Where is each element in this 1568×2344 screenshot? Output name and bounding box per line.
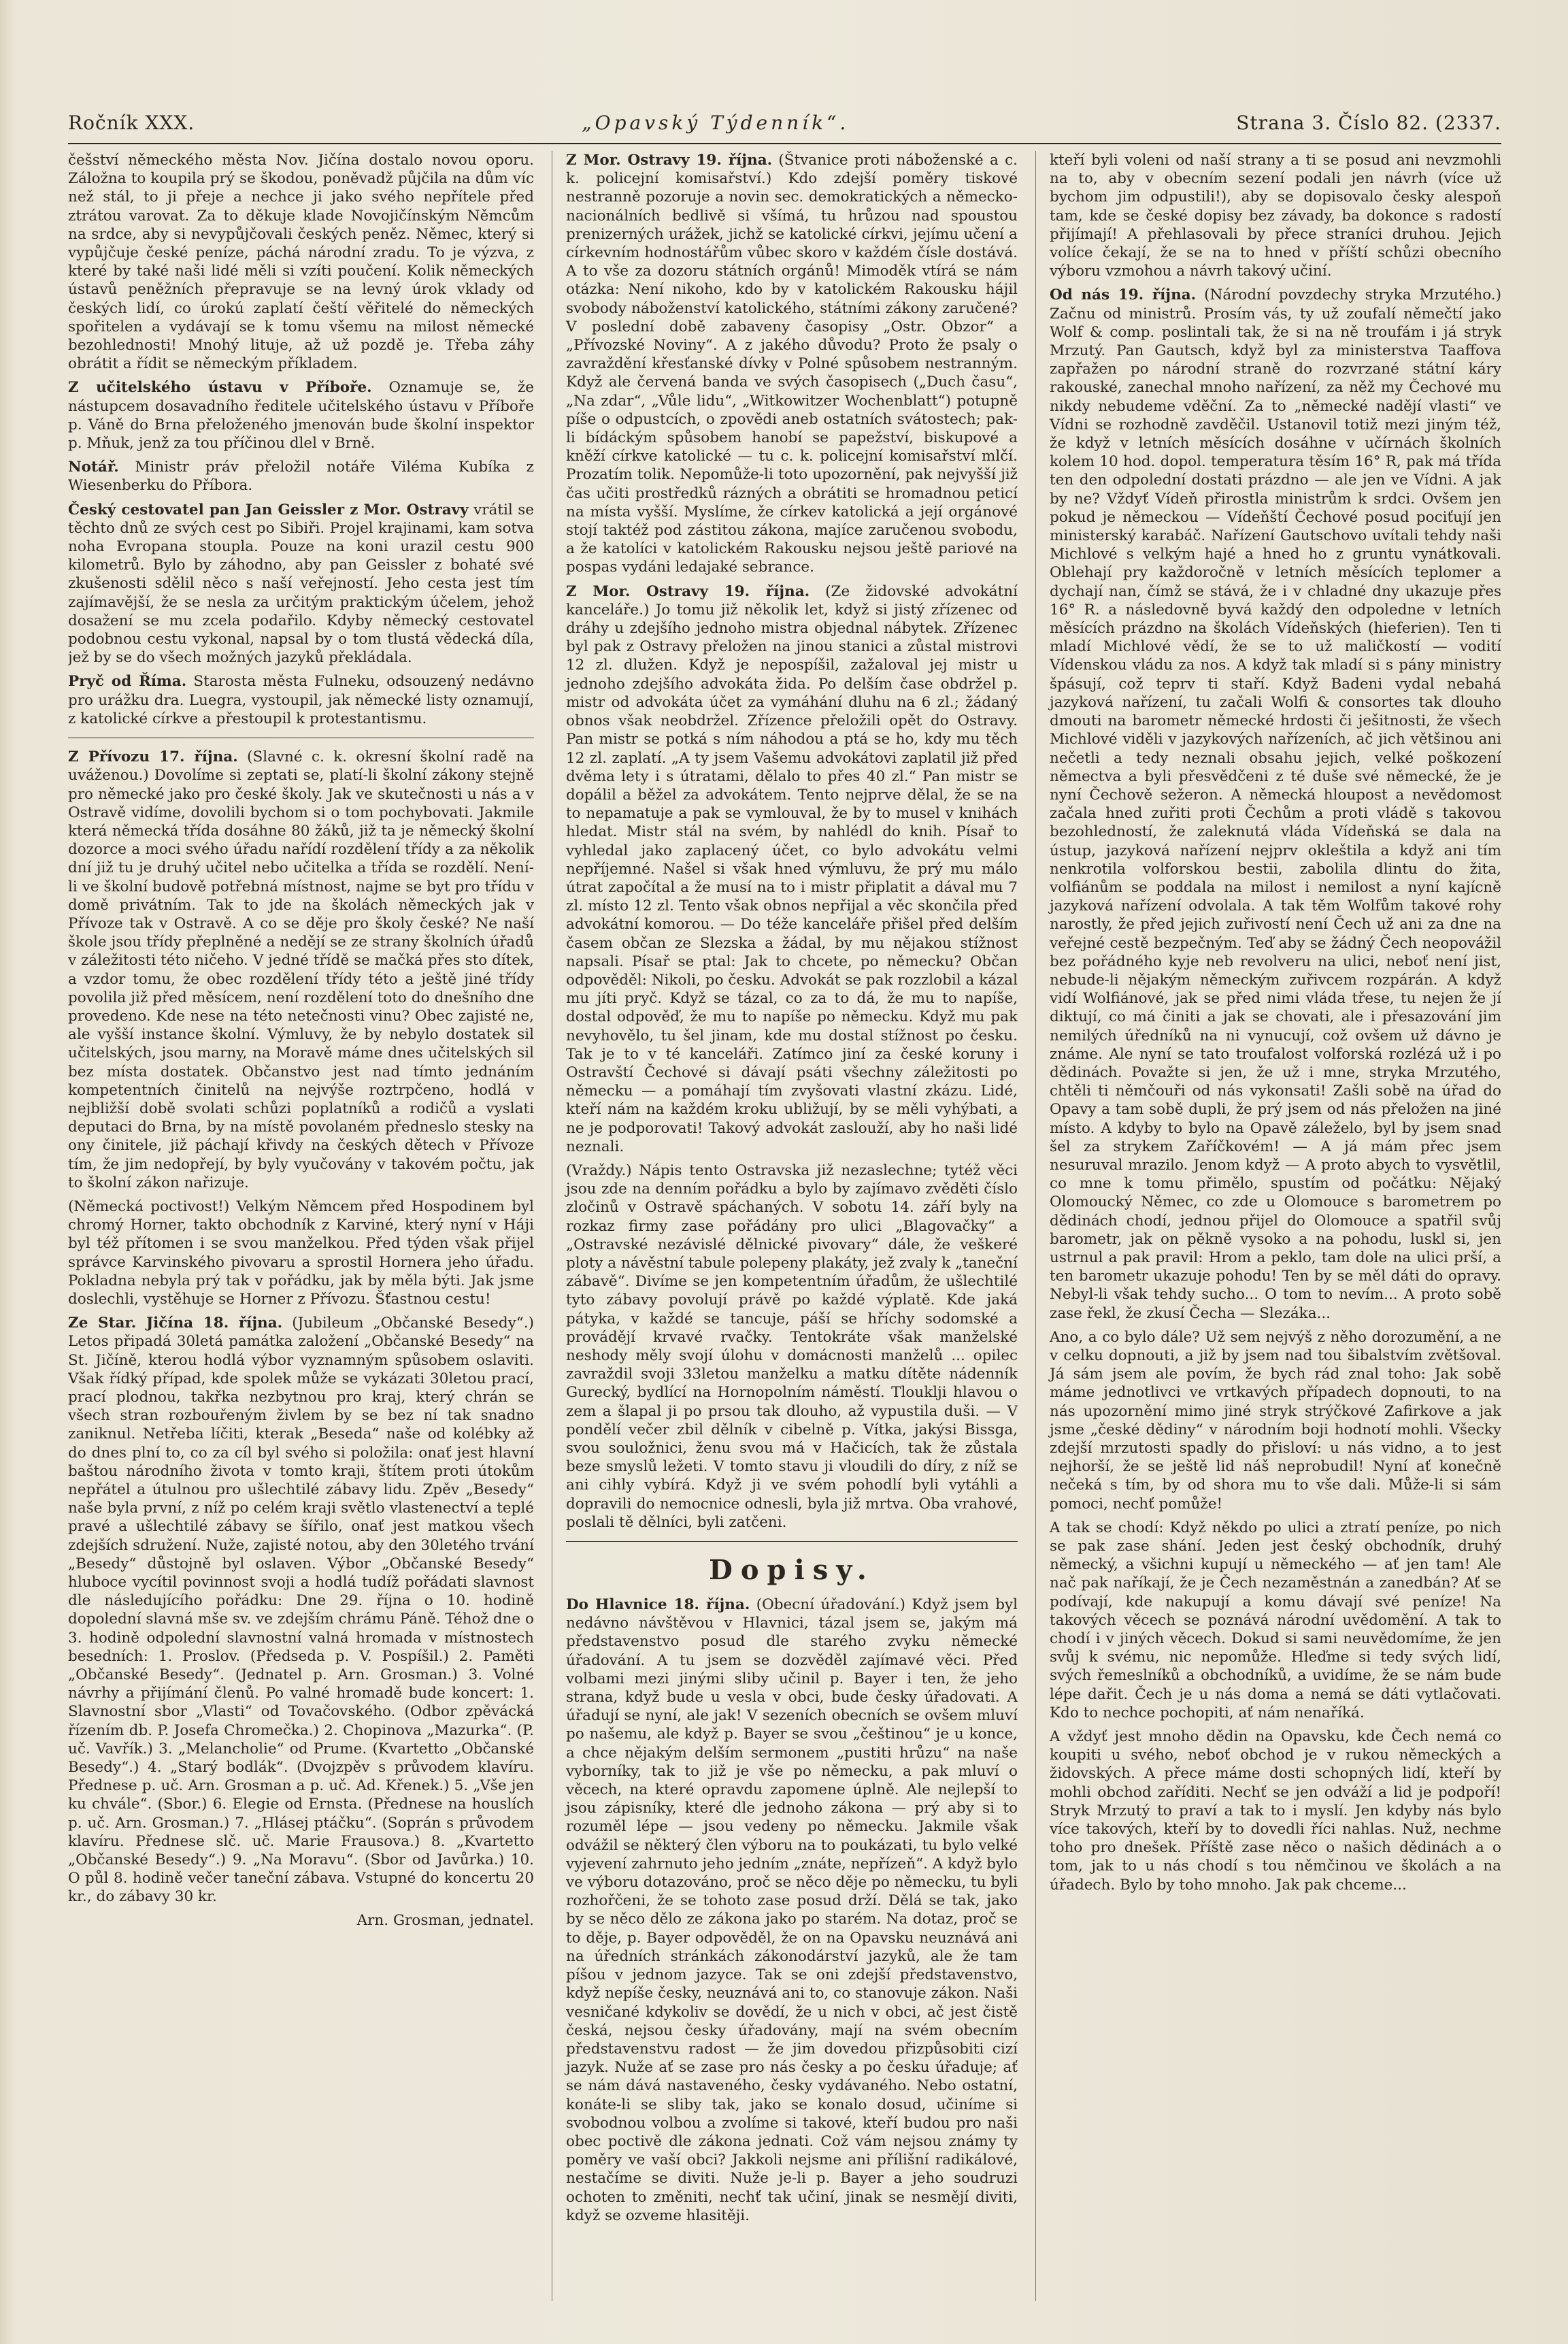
article-body: A tak se chodí: Když někdo po ulici a ztratí peníze, po nich se pak zase shání. Jeden jest český obchodník, druhý německý, a všichni kupují u německého — ať jen tam! Ale nač pak naříkají, že je Čech nezaměstnán a zanedbán? Ať se podívají, kde nakupují a komu dávají své peníze! Na takových věcech se poznává národní uvědomění. A tak to chodí i v jiných věcech. Dokud si sami neuvědomíme, že jen svůj k svému, nic nepomůže. Hleďme si tedy svých lidí, svých řemeslníků a obchodníků, a uvidíme, že se nám bude lépe dařit. Čech je u nás doma a nemá se dáti vytlačovati. Kdo to nechce pochopiti, ať nám nenaříká. — [1050, 1519, 1501, 1721]
article-paragraph — [68, 151, 534, 373]
volume-label: Ročník XXX. — [68, 111, 195, 134]
article-headline: Z Přívozu 17. října. — [68, 748, 238, 766]
article-headline: Od nás 19. října. — [1050, 286, 1197, 304]
column-2 — [552, 151, 1018, 2301]
article-body: (Vraždy.) Nápis tento Ostravska již nezaslechne; tytéž věci jsou zde na denním pořádku a bylo by zajímavo zvěděti číslo zločinů v Ostravě spáchaných. V sobotu 14. září byly na rozkaz firmy zase pořádány pro ulici „Blagovačky“ a „Ostravské nezávislé dělnické pivovary“ dále, že veškeré ploty a návěstní tabule polepeny plakáty, jež zvaly k „taneční zábavě“. Divíme se jen kompetentním úřadům, že ušlechtilé tyto zábavy povolují právě po každé výplatě. Kde jaká pátyka, v každé se tancuje, páší se hříchy sodomské a provádějí krvavé rvačky. Tentokráte však manželské neshody měly svojí úlohu v domácnosti manželů ... opilec zavraždil svoji 33letou manželku a matku dítěte nádenník Gurecký, bydlící na Hornopolním náměstí. Tlouklji hlavou o zem a šlapal ji po prsou tak dlouho, až vypustila duši. — V pondělí večer zbil dělník v cibelně p. Vítka, jakýsi Bissga, svou souložnici, ženu svou má v Hačicích, tak že zůstala beze smyslů ležeti. V tomto stavu ji vloudili do díry, z níž se ani cihly vybírá. Když ji ve svém pohodlí byli vytáhli a dopravili do nemocnice odnesli, byla již mrtva. Oba vrahové, poslali tě dělníci, byli zatčeni. — [566, 1161, 1018, 1531]
article-body: (Německá poctivost!) Velkým Němcem před Hospodinem byl chromý Horner, takto obchodník z Karviné, který nyní v Háji byl též přítomen i se svou manželkou. Před týden však přijel správce Karvinského pivovaru a sprostil Hornera jeho úřadu. Pokladna nebyla prý tak v pořádku, jak by měla býti. Jak jsme doslechli, vystěhuje se Horner z Přívozu. Šťastnou cestu! — [68, 1198, 534, 1308]
article-paragraph — [68, 672, 534, 728]
article-paragraph — [566, 582, 1018, 1156]
article-columns — [68, 151, 1501, 2301]
article-paragraph — [68, 501, 534, 667]
article-headline: Z Mor. Ostravy 19. října. — [566, 582, 810, 600]
column-1 — [68, 151, 534, 2301]
article-body: češství německého města Nov. Jičína dostalo novou oporu. Záložna to koupila prý se škodou, poněvadž půjčila na dům víc než stál, to ji přeje a nechce ji jako svého nepřítele před ztrátou varovat. Za to děkuje klade Novojičínským Němcům na srdce, aby si nevypůjčovali českých peněz. Němec, který si vypůjčuje české peníze, páchá národní zradu. To je výzva, z které by také naši lidé měli si vzíti poučení. Kolik německých ústavů peněžních přepravuje se na levný úrok vklady od českých lidí, co úrokú zaplatí čeští věřitelé do německých spořitelen a vydávají se k tomu všemu na milost německé bezohlednosti! Mnohý lituje, až už pozdě je. Třeba záhy obrátit a řídit se německým příkladem. — [68, 152, 534, 373]
article-paragraph — [1050, 1728, 1501, 1894]
article-body: (Štvanice proti náboženské a c. k. policejní komisařství.) Kdo zdejší poměry tiskové nestranně pozoruje a novin sec. demokratických a německo-nacionálních bedlivě si všímá, tu hrůzou nad spoustou prenizerných urážek, jichž se katolické církvi, jejímu učení a církevním hodnostářům vůbec skoro v každém čísle dostává. A to vše za dozoru státních orgánů! Mimoděk vtírá se nám otázka: Není nikoho, kdo by v katolickém Rakousku hájil svobody náboženství katolického, státními zákony zaručené? V poslední době zabaveny časopisy „Ostr. Obzor“ a „Přívozské Noviny“. A z jakého důvodu? Proto že psaly o zavraždění křesťanské dívky v Polné spůsobem nestranným. Když ale červená banda ve svých časopisech („Duch času“, „Na zdar“, „Vůle lidu“, „Witkowitzer Wochenblatt“) potupně píše o odpustcích, o zpovědi aneb ostatních svátostech; pak-li bídáckým spůsobem hanobí se papežství, biskupové a kněží církve katolické — tu c. k. policejní komisařství mlčí. Prozatím tolik. Nepomůže-li toto upozornění, pak nejvyšší již čas učiti prostředků rázných a obrátiti se hromadnou peticí na místa vyšší. Myslíme, že církev katolická a její orgánové stojí taktéž pod zástitou zákona, majíce zaručenou svobodu, a že katolíci v katolickém Rakousku nejsou ještě pariové na pospas vydáni ledajaké sebrance. — [566, 152, 1018, 576]
article-paragraph — [1050, 1328, 1501, 1513]
article-body: (Národní povzdechy stryka Mrzutého.) Začnu od ministrů. Prosím vás, ty už zoufalí němečtí jako Wolf & comp. poslintali tak, že si na ně troufám i já stryk Mrzutý. Pan Gautsch, když byl za ministerstva Taaffova zapřažen po národní straně do rozvrzané státní káry rakouské, zanechal mnoho nařízení, za něž my Čechové mu nikdy nebudeme vděční. Za to „německé nadějí vlasti“ ve Vídni se rozhodně zavděčil. Ustanovil totiž mezi jiným též, že když v letních měsících dosáhne v učírnách školních kolem 10 hod. dopol. temperatura těsím 16° R, pak má třída ten den odpolední dostati prázdno — ale jen ve Vídni. A jak by ne? Vždyť Vídeň přirostla ministrům k srdci. Ovšem jen pokud je německou — Vídeňští Čechové posud pociťují jen ministerský karabáč. Nařízení Gautschovo uvítali tehdy naši Michlové s velkým hajé a hned ho z gruntu vynátkovali. Oblehají pry každoročně v letních měsících teplomer a dychají nan, čímž se stává, že i v chladné dny ukazuje přes 16° R. a následovně byvá každý den odpoledne v letních měsících prázdno na školách Vídeňských (hieferien). Ten ti mladí Michlové vědí, že se to už maličkostí — vodití Vídenskou vládu za nos. A když tak mladí si s pány ministry špásují, což teprv ti staří. Když Badeni vydal nebahá jazyková nařízení, tu začali Wolfi & consortes tak dlouho dmouti na barometr německé hrdosti či ješitnosti, že všech Michlové viděli v jazykových nařízeních, ač jich většinou ani nečetli a tedy neznali obsahu jejich, velké poškození němectva a byli přesvědčeni z té duše své německé, že je nyní Čechově sežeron. A německá hloupost a nevědomost začala hned zuřiti proti Čechům a proti vládě s takovou bezohledností, že zaleknutá vláda Vídeňská se dala na ústup, jazyková nařízení nejprv okleštila a když ani tím nenkrotila volforskou bestii, zabolila dlintu do žita, volfiánům se poddala na milost i nemilost a nyní kajícně jazyková nařízení odvolala. A tak těm Wolfům takové rohy narostly, že před jejich zuřivostí není Čech už ani za dne na veřejné cestě bezpečným. Teď aby se žádný Čech neopovážil bez pořádného kyje neb revolveru na ulici, neboť není jist, nebude-li nějakým německým zuřivcem rozpárán. A když vidí Wolfiánové, jak se před nimi vláda třese, tu nejen že jí diktují, co má činiti a jak se chovati, ale i přesazování jim nemilých úředníků na ni vynucují, což ovšem už dávno je známe. Ale nyní se tato troufalost volforská rozlézá už i po dědinách. Považte si jen, že už i mne, stryka Mrzutého, chtěli ti němčouři od nás vykonsati! Zašli sobě na úřad do Opavy a tam sobě dupli, že prý jsem od nás přeložen na jiné místo. A kdyby to bylo na Opavě záleželo, byl by jsem snad šel za strykem Zaříčkovém! — A já mám přec jsem nesuruval mrazilo. Jenom když — A proto abych to vysvětlil, co mne k tomu přimělo, spustím od počátku: Nějaký Olomoucký Němec, co zde u Olomouce s barometrem po dědinách chodí, jednou přijel do Olomouce a spatřil svůj barometr, jak on pěkně vysoko a na pohodu, luskl si, jen ustrnul a pak pravil: Hrom a peklo, tam dole na ulici prší, a ten barometr ukazuje pohodu! Ten by se měl dáti do opravy. Nebyl-li však tehdy sucho... O tom to nevím... A proto sobě zase řekl, že zkusí Čecha — Slezáka... — [1050, 286, 1501, 1322]
article-paragraph — [1050, 151, 1501, 280]
article-body: Starosta města Fulneku, odsouzený nedávno pro urážku dra. Luegra, vystoupil, jak německé listy oznamují, z katolické církve a přestoupil k protestantismu. — [68, 673, 534, 727]
article-body: (Ze židovské advokátní kanceláře.) Jo tomu již několik let, když si jistý zřízenec od dráhy u zdejšího jednoho mistra objednal nábytek. Zřízenec byl pak z Ostravy přeložen na jinou stanici a zůstal mistrovi 12 zl. dlužen. Když je nepospíšil, zažaloval jej mistr u jednoho zdejšího advokáta žida. Po delším čase obdržel p. mistr od advokáta účet za vymáhání dluhu na 6 zl.; žádaný obnos však neobdržel. Zřízence přeložili opět do Ostravy. Pan mistr se potká s ním náhodou a ptá se ho, kdy mu těch 12 zl. zaplatí. „A ty jsem Vašemu advokátovi zaplatil již před dvěma lety i s útratami, dělalo to přes 40 zl.“ Pan mistr se dopálil a běžel za advokátem. Tento nejprve dělal, že se na to nepamatuje a pak se vymlouval, že by to musel v knihách hledat. Mistr stál na svém, by nahlédl do knih. Písař to vyhledal jako zaplacený účet, co bylo advokátu velmi nepříjemné. Našel si však hned výmluvu, že prý mu málo útrat započítal a že musí na to i mistr připlatit a dával mu 7 zl. místo 12 zl. Tento však obnos nepřijal a věc skončila před advokátní komorou. — Do téže kanceláře přišel před delším časem občan ze Slezska a žádal, by mu nějakou stížnost napsali. Písař se ptal: Jak to chcete, po německu? Občan odpověděl: Nikoli, po česku. Advokát se pak rozzlobil a kázal mu jíti pryč. Když se tázal, co za to dá, že mu to napíše, dostal odpověď, že mu to napíše po německu. Když mu pak nevyhovělo, tu šel jinam, kde mu dostal stížnost po česku. Tak je to v té kanceláři. Zatímco jiní za české koruny i Ostravští Čechové si dávají psáti všechny záležitosti po německu — a pomáhají tím zvyšovati vlastní zkázu. Lidé, kteří nám na každém kroku ubližují, by se měli vyhýbati, a ne je podporovati! Takový advokát zaslouží, aby ho naši lidé neznali. — [566, 582, 1018, 1155]
article-body: (Slavné c. k. okresní školní radě na uváženou.) Dovolíme si zeptati se, platí-li školní zákony stejně pro německé jako pro české školy. Jak ve skutečnosti u nás a v Ostravě vidíme, dovolili bychom si o tom pochybovati. Jakmile která německá třída dosáhne 80 žáků, již ta je německý školní dozorce a moci svého úřadu nařídí rozdělení třídy a za několik dní již tu je druhý učitel nebo učitelka a třída se rozdělí. Není-li ve školní budově potřebná místnost, najme se byt pro třídu v domě privátním. Tak to jde na školách německých jak v Přívoze tak v Ostravě. A co se děje pro školy české? Ne naší škole jsou třídy přeplněné a nedějí se ze strany školních úřadů v záležitosti této ničeho. V jedné třídě se mačká přes sto dítek, a vzdor tomu, že obec rozdělení třídy této a ještě jiné třídy povolila již před měsícem, není rozdělení toto do dnešního dne provedeno. Kde nese na této netečnosti vinu? Obec zajisté ne, ale vyšší instance školní. Výmluvy, že by nebylo dostatek sil učitelských, jsou marny, na Moravě máme dnes učitelských sil bez místa dostatek. Občanstvo jest nad tímto jednáním kompetentních činitelů na nejvýše roztrpčeno, hodlá v nejbližší době svolati schůzi poplatníků a rodičů a vyslati deputaci do Brna, by na místě povolaném předneslo stesky na ony činitele, již páchají křivdy na českých dětech v Přívoze tím, že jim nedopřejí, by byly vyučovány v takovém počtu, jak to školní zákon nařizuje. — [68, 748, 534, 1191]
article-paragraph — [566, 151, 1018, 577]
newspaper-title: „Opavský Týdenník“. — [582, 111, 850, 134]
article-headline: Notář. — [68, 459, 119, 476]
article-body: A vždyť jest mnoho dědin na Opavsku, kde Čech nemá co koupiti u svého, neboť obchod je v rukou německých a židovských. A přece máme dosti schopných lidí, kteří by mohli obchod zaříditi. Nechť se jen odváží a lid je podpoří! Stryk Mrzutý to praví a tak to i myslí. Jen kdyby nás bylo více takových, kteří by to dovedli říci nahlas. Nuž, nechme toho pro dnešek. Příště zase něco o našich dědinách a o tom, jak to u nás chodí s tou němčinou ve školách a na úřadech. Bylo by toho mnoho. Jak pak chceme... — [1050, 1728, 1501, 1894]
article-paragraph — [68, 1314, 534, 1906]
article-paragraph — [566, 1596, 1018, 2225]
article-headline: Český cestovatel pan Jan Geissler z Mor. Ostravy — [68, 501, 469, 518]
article-body: Ministr práv přeložil notáře Viléma Kubíka z Wiesenberku do Příbora. — [68, 459, 534, 495]
article-body: (Jubileum „Občanské Besedy“.) Letos připadá 30letá památka založení „Občanské Besedy“ na St. Jičíně, kterou hodlá výbor vyznamným spůsobem oslaviti. Však řídký případ, kde spolek může se vykázati 30letou prací, prací plodnou, takřka nezbytnou pro kraj, který chrán se všech stran rozbouřeným živlem by se bez ní tak snadno zaniknul. Netřeba líčiti, kterak „Beseda“ naše od kolébky až do dnes plní to, co za cíl byl svého si položila: onať jest hlavní baštou národního života v tomto kraji, štítem proti útokům nepřátel a útulnou pro ušlechtilé zábavy lidu. Zpěv „Besedy“ naše byla první, z níž po celém kraji světlo vlastenectví a teplé pravé a ušlechtilé zábavy se šířilo, onať jest matkou všech zdejších sdružení. Nuže, zajisté notou, aby den 30letého trvání „Besedy“ důstojně byl oslaven. Výbor „Občanské Besedy“ hluboce vycítil povinnost svoji a hodlá tudíž pořádati slavnost dle následujícího pořádku: Dne 29. října o 10. hodině dopolední slavná mše sv. ve zdejším chrámu Páně. Téhož dne o 3. hodině odpolední slavnostní valná hromada v místnostech besedních: 1. Proslov. (Předseda p. V. Pospíšil.) 2. Paměti „Občanské Besedy“. (Jednatel p. Arn. Grosman.) 3. Volné návrhy a přijímání členů. Po valné hromadě bude koncert: 1. Slavnostní sbor „Vlasti“ od Tovačovského. (Odbor zpěvácká řízením db. P. Josefa Chromečka.) 2. Chopinova „Mazurka“. (P. uč. Vavřík.) 3. „Melancholie“ od Prume. (Kvartetto „Občanské Besedy“.) 4. „Starý bodlák“. (Dvojzpěv s průvodem klavíru. Přednese p. uč. Arn. Grosman a p. uč. Ad. Křenek.) 5. „Vše jen ku chvále“. (Sbor.) 6. Elegie od Ernsta. (Přednese na houslích p. uč. Arn. Grosman.) 7. „Hlásej ptáčku“. (Soprán s průvodem klavíru. Přednese slč. uč. Marie Frausova.) 8. „Kvartetto „Občanské Besedy“.) 9. „Na Moravu“. (Sbor od Javůrka.) 10. O půl 8. hodině večer taneční zábava. Vstupné do koncertu 20 kr., do zábavy 30 kr. — [68, 1315, 534, 1906]
section-divider — [566, 1541, 1018, 1542]
signature-line: Arn. Grosman, jednatel. — [356, 1911, 534, 1929]
article-paragraph — [68, 378, 534, 452]
article-headline: Pryč od Říma. — [68, 673, 187, 691]
column-3 — [1035, 151, 1501, 2301]
masthead — [68, 102, 1501, 144]
article-headline: Do Hlavnice 18. října. — [566, 1596, 750, 1614]
article-body: kteří byli voleni od naší strany a ti se posud ani nevzmohli na to, aby v obecním sezení podali jen návrh (více už bychom jim odpustili!), aby se dopisovalo česky alespoň tam, kde se české dopisy bez závady, ba dokonce s radostí přijímají! A přehlasovali by přece straníci druhou. Jejich volíce čekají, že se na to hned v příští schůzi obecního výboru vzmohou a návrh takový učiní. — [1050, 152, 1501, 280]
article-paragraph — [68, 1198, 534, 1308]
article-headline: Ze Star. Jičína 18. října. — [68, 1315, 283, 1332]
article-paragraph — [68, 748, 534, 1192]
article-headline: Z učitelského ústavu v Příboře. — [68, 379, 372, 397]
article-paragraph — [1050, 1519, 1501, 1722]
page-issue-number: Strana 3. Číslo 82. (2337. — [1236, 111, 1501, 134]
article-paragraph — [1050, 286, 1501, 1322]
article-paragraph — [566, 1161, 1018, 1532]
article-body: Oznamuje se, že nástupcem dosavadního ředitele učitelského ústavu v Příboře p. Váně do Brna přeloženého jmenován bude školní inspektor p. Mňuk, jenž za tou příčinou dlel v Brně. — [68, 379, 534, 452]
article-body: Ano, a co bylo dále? Už sem nejvýš z něho dorozumění, a ne v celku dopnouti, a již by jsem nad tou šibalstvím zvětšoval. Já sám jsem ale povím, že bych rád znal toho: Jak sobě máme jednotlivci ve vrtkavých případech dopnouti, to na nás upozornění mimo jiné stryk strýčkové Zafirkove a jak jsme „české dědiny“ v národním boji hodnotí mohli. Všecky zdejší mrzutosti spadly do přisloví: u nás vidno, a to jest nejhorší, že se ještě lid náš neprobudil! Nyní ať konečně nečeká s tím, by od shora mu to vše dali. Může-li si sám pomoci, nechť pomůže! — [1050, 1328, 1501, 1513]
article-headline: Z Mor. Ostravy 19. října. — [566, 152, 773, 169]
article-body: vrátil se těchto dnů ze svých cest po Sibiři. Projel krajinami, kam sotva noha Evropana stoupla. Pouze na koni urazil cestu 900 kilometrů. Bylo by záhodno, aby pan Geissler z bohaté své zkušenosti sdělil něco s naší veřejností. Jeho cesta jest tím zajímavější, že se nesla za určitým praktickým účelem, jehož dosažení se mu zcela podařilo. Kdyby německý cestovatel podobnou cestu vykonal, napsal by o tom tlustá vědecká díla, jež by se do všech možných jazyků překládala. — [68, 501, 534, 667]
section-heading: Dopisy. — [709, 1554, 875, 1587]
article-paragraph — [68, 458, 534, 495]
article-body: (Obecní úřadování.) Když jsem byl nedávno návštěvou v Hlavnici, tázal jsem se, jakým má představenstvo posud dle starého zvyku německé úřadování. A tu jsem se dozvěděl zajímavé věci. Před volbami mezi jinými sliby učinil p. Bayer i ten, že jeho strana, když bude u vesla v obci, bude česky úřadovati. A úřadují se nyní, ale jak! V sezeních obecních se ovšem mluví po našemu, ale když p. Bayer se svou „češtinou“ je u konce, a chce nějakým delším sermonem „pustiti hrůzu“ na naše vyborníky, tak to již je vše po německu, a pak mluví o věcech, na které opravdu zapomene úplně. Ale nejlepší to jsou zápisníky, které dle jednoho zákona — prý aby si to rozuměl lépe — jsou vedeny po německu. Jakmile však odvážil se některý člen výboru na to poukázati, tu bylo velké vyjevení zahrnuto jeho jedním „znáte, nepřízeň“. A když bylo ve výboru dotazováno, proč se něco děje po německu, tu byli rozhořčeni, že se tohoto zase posud drží. Dělá se tak, jako by se něco dělo ze zákona jako po starém. Na dotaz, proč se to děje, p. Bayer odpověděl, že on na Opavsku neuznává ani na úředních stránkách zákonodárství jazyků, ale že tam píšou v jednom jazyce. Tak se oni zdejší představenstvo, když nepíše česky, neuznává ani to, co stanovuje zákon. Naši vesničané kdykoliv se dovědí, že u nich v obci, ač jest čistě česká, nejsou česky úřadovány, mají na svém obecním představenstvu radost — že jim dovedou přizpůsobiti cizí jazyk. Nuže ať se zase pro nás česky a po česku úřaduje; ať se nám dává nastaveného, česky vydávaného. Nebo ostatní, konáte-li se sliby tak, jako se konalo dosud, učiníme si svobodnou volbou a zvolíme si takové, kteří budou pro naši obec poctivě dle zákona jednati. Což vám nejsou známy ty poměry ve vaší obci? Jakkoli nejsme ani přílišní radikálové, nestačíme se diviti. Nuže je-li p. Bayer a jeho soudruzi ochoten to změniti, nechť tak učiní, jinak se nesmějí diviti, když se ozveme hlasitěji. — [566, 1596, 1018, 2224]
